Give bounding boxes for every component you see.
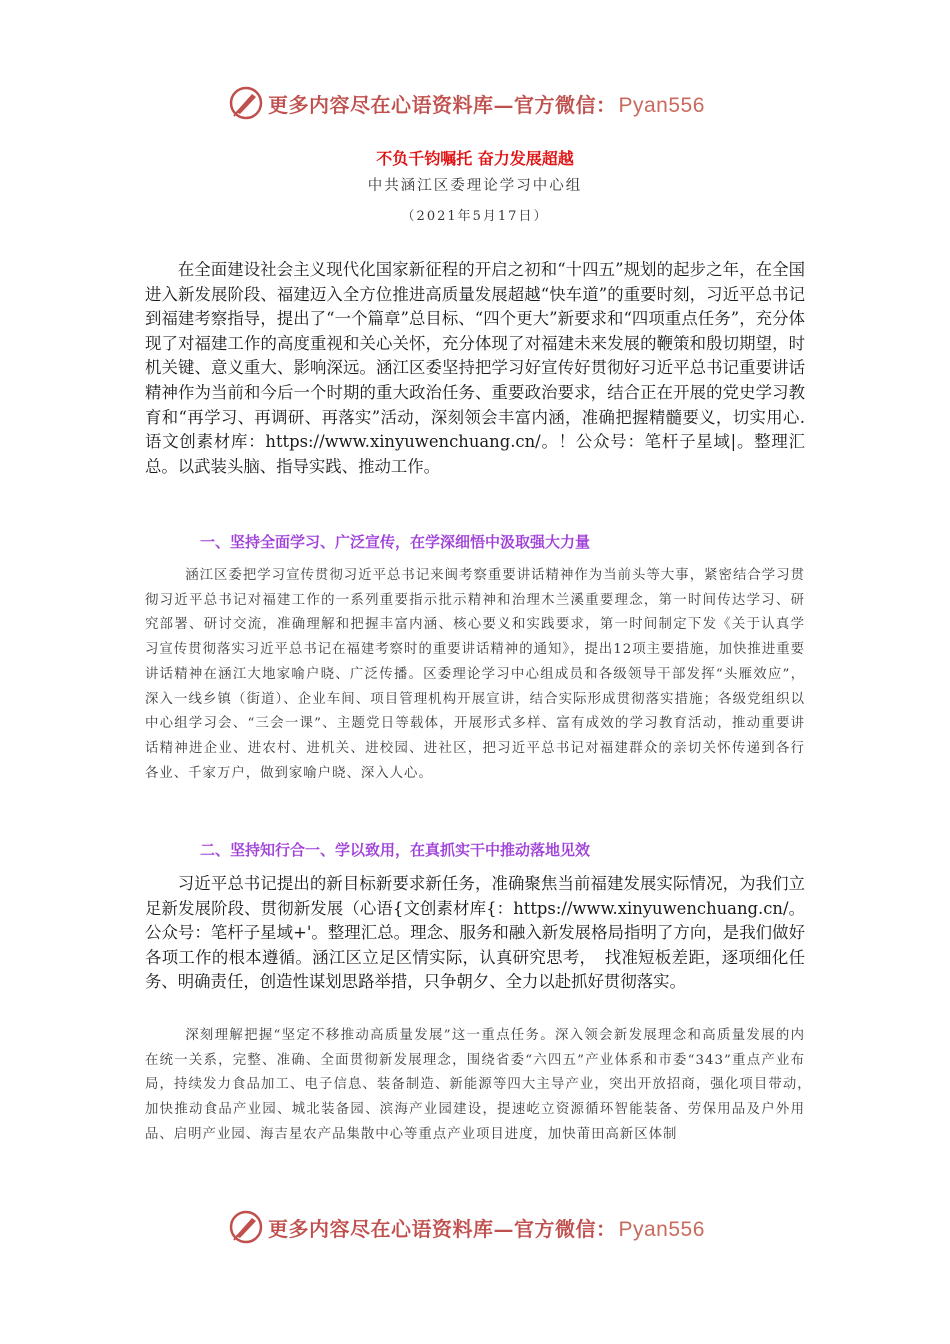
- footer-banner: [228, 1206, 748, 1248]
- intro-paragraph: 在全面建设社会主义现代化国家新征程的开启之初和“十四五”规划的起步之年，在全国进入新发展阶段、福建迈入全方位推进高质量发展超越“快车道”的重要时刻，习近平总书记到福建考察指导，提出了“一个篇章”总目标、“四个更大”新要求和“四项重点任务”，充分体现了对福建工作的高度重视和关心关怀，充分体现了对福建未来发展的鞭策和殷切期望，时机关键、意义重大、影响深远。涵江区委坚持把学习好宣传好贯彻好习近平总书记重要讲话精神作为当前和今后一个时期的重大政治任务、重要政治要求，结合正在开展的党史学习教育和“再学习、再调研、再落实”活动，深刻领会丰富内涵，准确把握精髓要义，切实用心.语文创素材库：https://www.xinyuwenchuang.cn/。！公众号：笔杆子星域|。整理汇总。以武装头脑、指导实践、推动工作。: [145, 260, 805, 476]
- section-2-subparagraph: 深刻理解把握“坚定不移推动高质量发展”这一重点任务。深入领会新发展理念和高质量发展的内在统一关系，完整、准确、全面贯彻新发展理念，围绕省委“六四五”产业体系和市委“343”重点产业布局，持续发力食品加工、电子信息、装备制造、新能源等四大主导产业，突出开放招商，强化项目带动， 加快推动食品产业园、城北装备园、滨海产业园建设，提速屹立资源循环智能装备、劳保用品及户外用品、启明产业园、海吉星农产品集散中心等重点产业项目进度，加快莆田高新区体制: [145, 1028, 820, 1142]
- document-title: 不负千钧嘱托 奋力发展超越: [376, 149, 574, 168]
- section-heading-2: 二、坚持知行合一、学以致用，在真抓实干中推动落地见效: [200, 841, 591, 859]
- pen-circle-logo-icon: [228, 85, 264, 121]
- header-banner: [228, 82, 748, 124]
- section-2-paragraph: 习近平总书记提出的新目标新要求新任务，准确聚焦当前福建发展实际情况，为我们立足新发展阶段、贯彻新发展（心语{文创素材库{：https://www.xinyuwenchuang.cn/。公众号：笔杆子星域+'。整理汇总。理念、服务和融入新发展格局指明了方向，是我们做好各项工作的根本遵循。涵江区立足区情实际，认真研究思考， 找准短板差距，逐项细化任务、明确责任，创造性谋划思路举措，只争朝夕、全力以赴抓好贯彻落实。: [145, 874, 805, 992]
- document-date: （2021年5月17日）: [401, 209, 549, 224]
- section-heading-1: 一、坚持全面学习、广泛宣传，在学深细悟中汲取强大力量: [200, 533, 591, 551]
- banner-text: 更多内容尽在心语资料库—官方微信：Pyan556: [268, 92, 705, 117]
- wechat-id: Pyan556: [618, 93, 705, 117]
- pen-circle-logo-icon: [228, 1209, 264, 1245]
- document-author: 中共涵江区委理论学习中心组: [367, 178, 583, 194]
- banner-text: 更多内容尽在心语资料库—官方微信：Pyan556: [268, 1216, 705, 1241]
- wechat-id: Pyan556: [618, 1217, 705, 1241]
- section-1-paragraph: 涵江区委把学习宣传贯彻习近平总书记来闽考察重要讲话精神作为当前头等大事，紧密结合学习贯彻习近平总书记对福建工作的一系列重要指示批示精神和治理木兰溪重要理念，第一时间传达学习、研究部署、研讨交流，准确理解和把握丰富内涵、核心要义和实践要求，第一时间制定下发《关于认真学习宣传贯彻落实习近平总书记在福建考察时的重要讲话精神的通知》，提出12项主要措施，加快推进重要讲话精神在涵江大地家喻户晓、广泛传播。区委理论学习中心组成员和各级领导干部发挥“头雁效应”，深入一线乡镇（街道）、企业车间、项目管理机构开展宣讲，结合实际形成贯彻落实措施；各级党组织以中心组学习会、“三会一课”、主题党日等载体，开展形式多样、富有成效的学习教育活动，推动重要讲话精神进企业、进农村、进机关、进校园、进社区，把习近平总书记对福建群众的亲切关怀传递到各行各业、千家万户，做到家喻户晓、深入人心。: [145, 568, 805, 781]
